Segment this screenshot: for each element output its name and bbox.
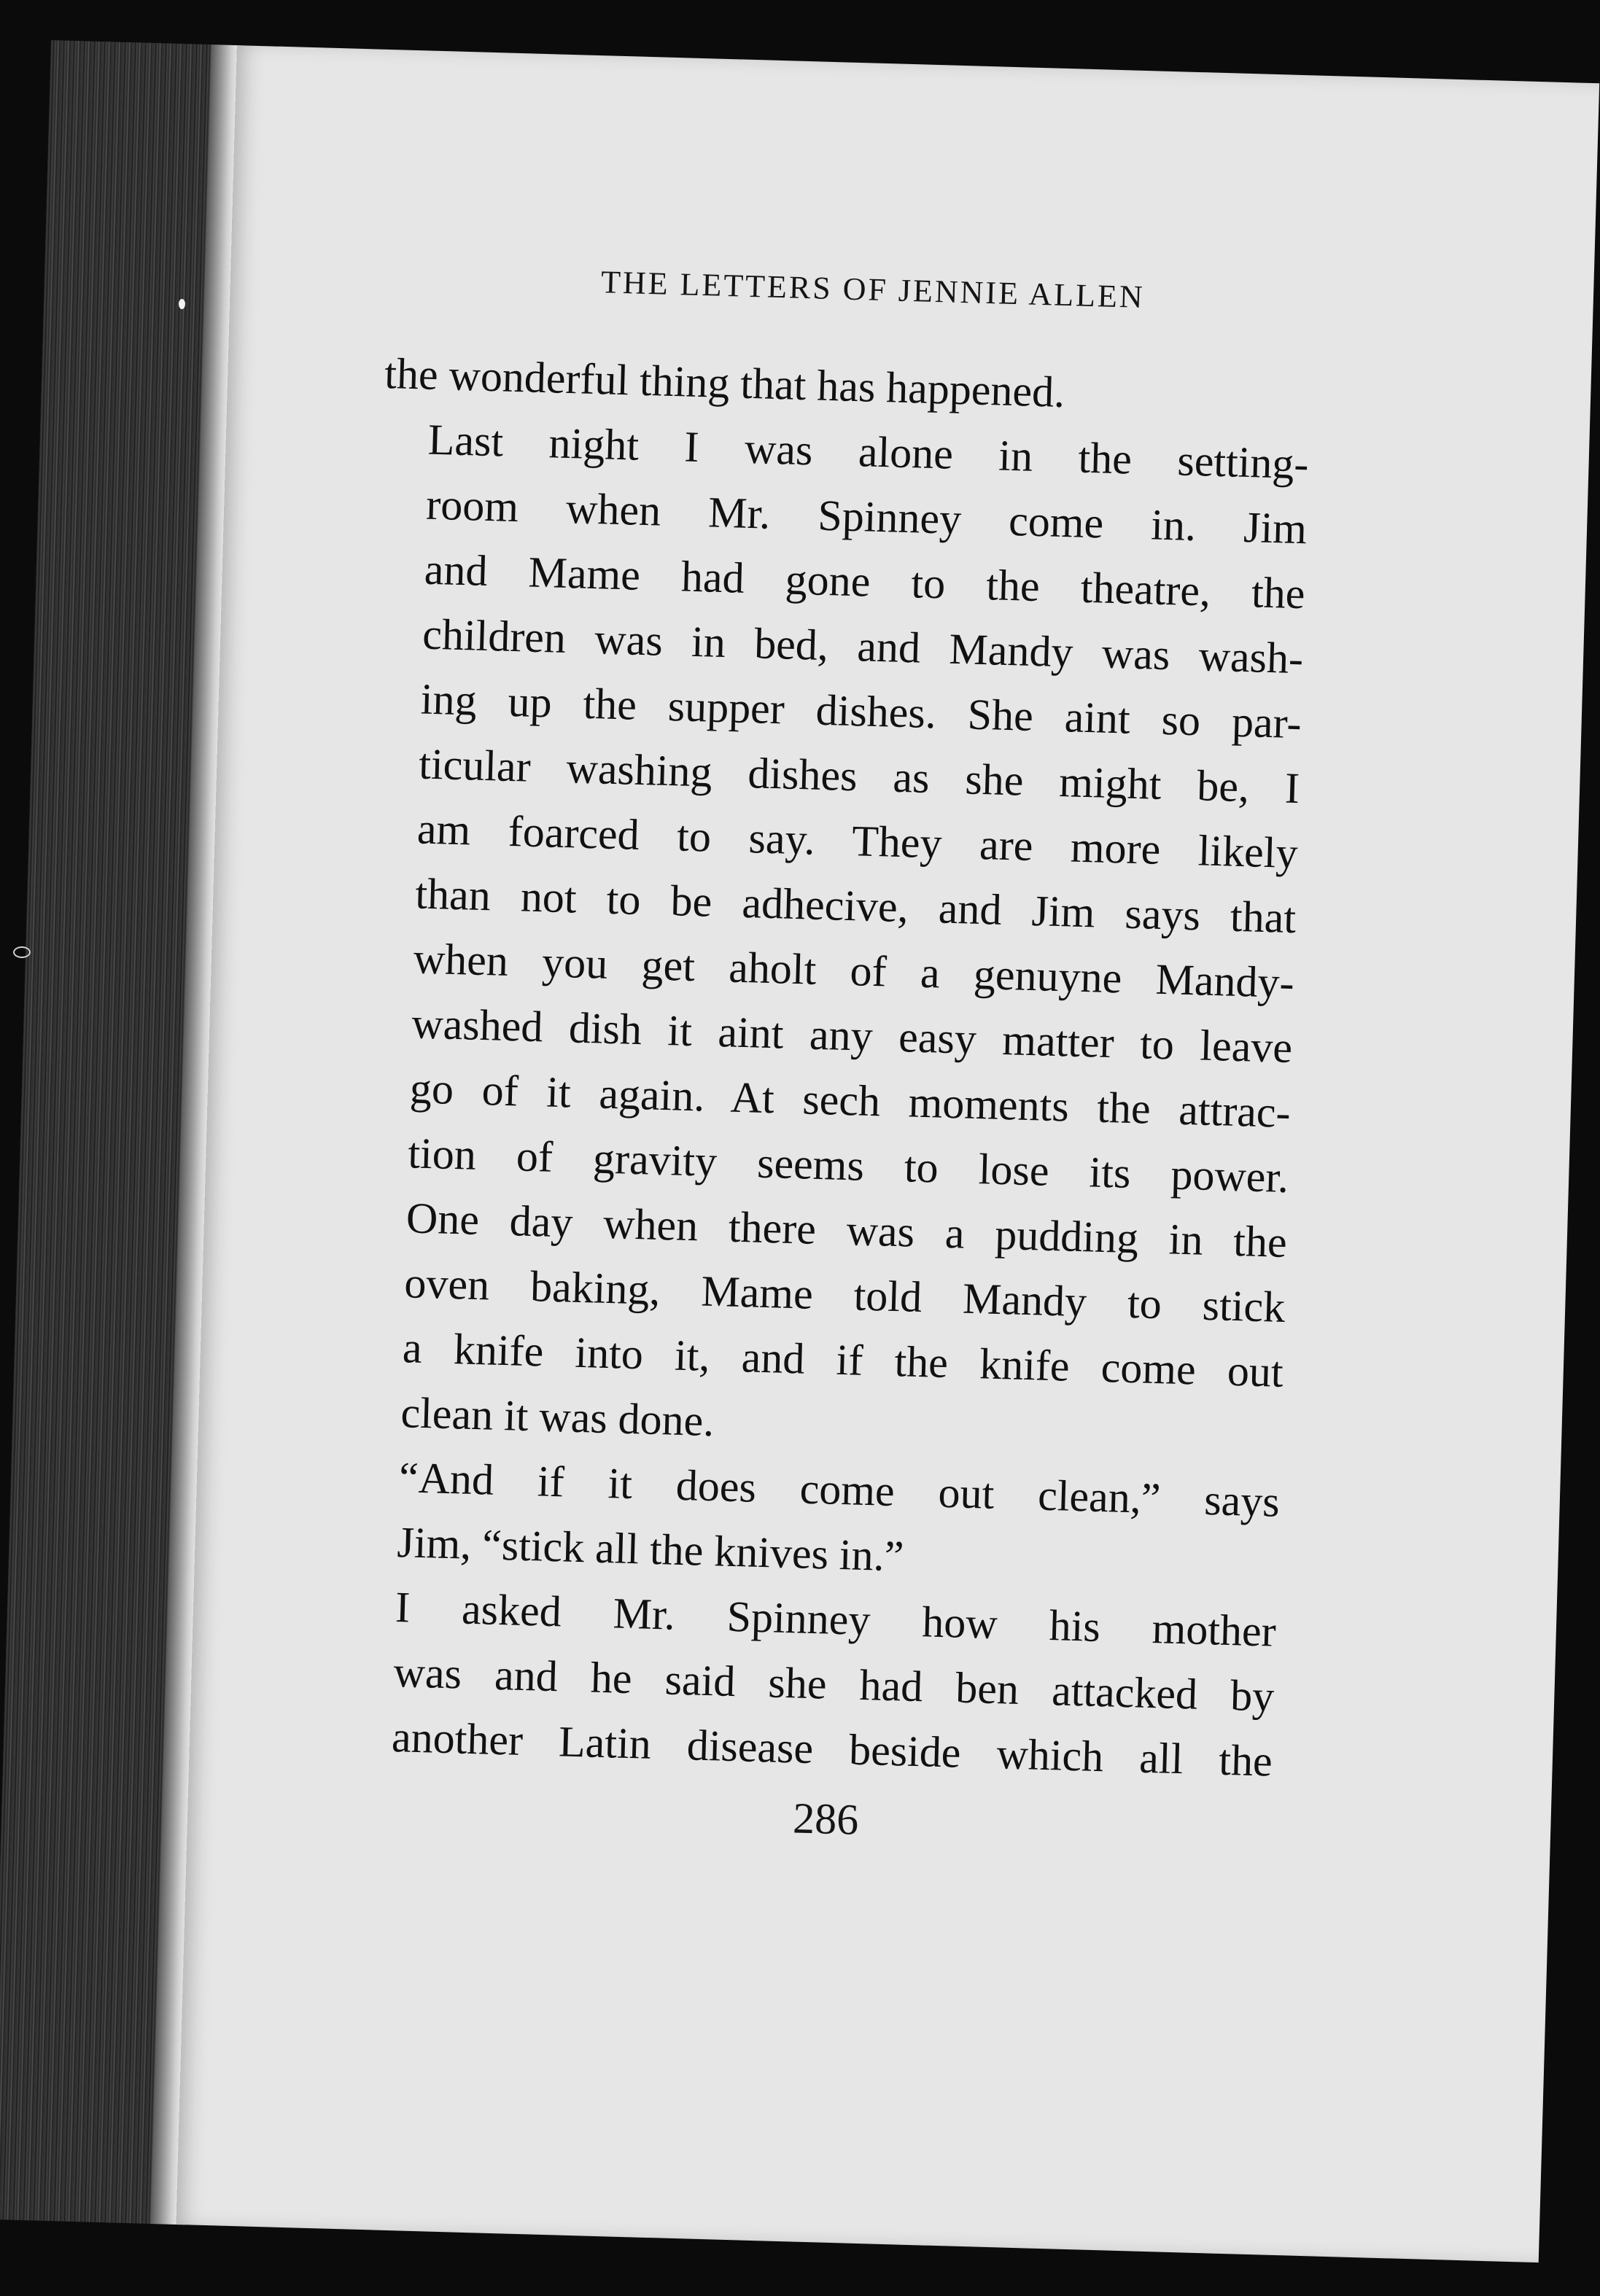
text-line: washed dish it aint any easy matter to leave <box>411 999 1293 1073</box>
text-line: oven baking, Mame told Mandy to stick <box>403 1258 1286 1331</box>
text-line: than not to be adhecive, and Jim says that <box>414 869 1297 943</box>
text-line: and Mame had gone to the theatre, the <box>424 545 1306 618</box>
text-line: children was in bed, and Mandy was wash- <box>422 610 1304 683</box>
text-line: when you get aholt of a genuyne Mandy- <box>413 934 1295 1008</box>
text-line: the wonderful thing that has happened. <box>384 349 1066 416</box>
paragraph <box>346 1573 1277 1794</box>
text-line: Last night I was alone in the setting- <box>427 415 1310 489</box>
text-line: another Latin disease beside which all the <box>391 1712 1273 1786</box>
text-line: was and he said she had ben attacked by <box>392 1648 1275 1721</box>
text-line: ticular washing dishes as she might be, I <box>418 739 1300 813</box>
text-line: “And if it does come out clean,” says <box>398 1453 1281 1526</box>
dust-speck <box>179 299 185 309</box>
text-line: go of it again. At sech moments the attrac- <box>409 1064 1292 1137</box>
page-number: 286 <box>792 1794 860 1844</box>
paragraph <box>354 406 1309 1470</box>
text-line: clean it was done. <box>400 1388 715 1446</box>
text-line: a knife into it, and if the knife come out <box>402 1323 1284 1396</box>
text-line: ing up the supper dishes. She aint so par- <box>420 674 1302 748</box>
text-line: I asked Mr. Spinney how his mother <box>395 1583 1277 1656</box>
book-page-block <box>0 40 1599 2262</box>
text-line: am foarced to say. They are more likely <box>416 804 1299 878</box>
text-line: One day when there was a pudding in the <box>405 1194 1288 1266</box>
text-line: room when Mr. Spinney come in. Jim <box>425 480 1308 553</box>
body-text <box>346 341 1311 1794</box>
text-line: tion of gravity seems to lose its power. <box>407 1129 1290 1202</box>
dust-speck <box>13 946 31 958</box>
running-head: THE LETTERS OF JENNIE ALLEN <box>600 264 1146 316</box>
text-line: Jim, “stick all the knives in.” <box>396 1518 905 1581</box>
paragraph <box>351 1444 1280 1599</box>
